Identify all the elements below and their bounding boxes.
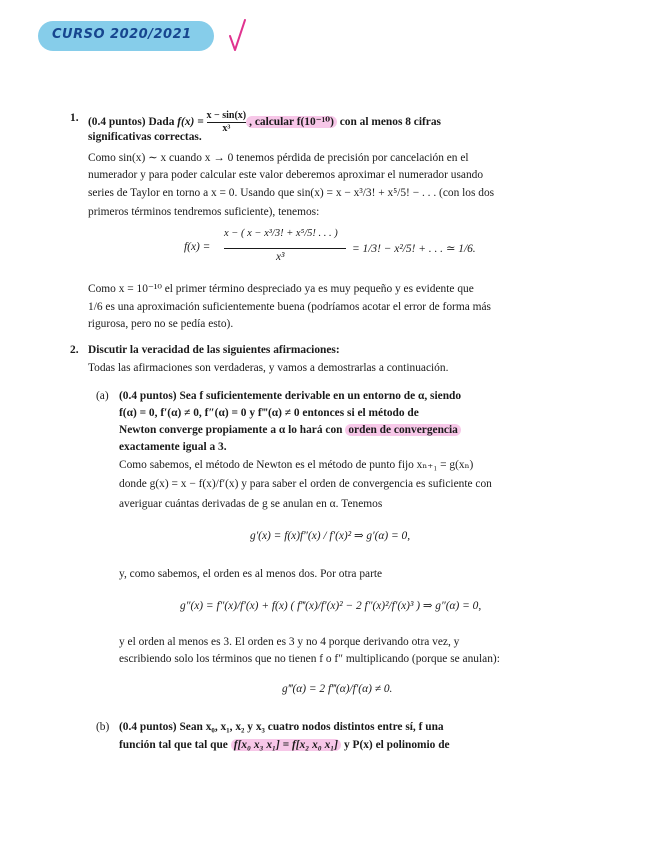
q1-body2-line2: 1/6 es una aproximación suficientemente buena (podríamos acotar el error de forma más bbox=[88, 301, 491, 313]
check-mark-icon bbox=[226, 16, 250, 56]
q2b-heading-line2c: y P(x) el polinomio de bbox=[343, 739, 450, 751]
q2a-body1-line1: Como sabemos, el método de Newton es el método de punto fijo xₙ₊₁ = g(xₙ) bbox=[119, 459, 474, 471]
q2a-body1-line3: averiguar cuántas derivadas de g se anulan en α. Tenemos bbox=[119, 498, 383, 510]
q1-eq-lhs: f(x) = bbox=[184, 241, 211, 253]
q2-heading: Discutir la veracidad de las siguientes afirmaciones: bbox=[88, 344, 340, 356]
q2b-heading-line1: (0.4 puntos) Sean x₀, x₁, x₂ y x₃ cuatro nodos distintos entre sí, f una bbox=[119, 721, 444, 733]
q1-body2-line3: rigurosa, pero no se pedía esto). bbox=[88, 318, 234, 330]
q2b-label: (b) bbox=[96, 721, 110, 733]
q2a-body3-line1: y el orden al menos es 3. El orden es 3 y no 4 porque derivando otra vez, y bbox=[119, 636, 460, 648]
q2a-equation1: g′(x) = f(x)f″(x) / f′(x)² ⇒ g′(α) = 0, bbox=[250, 530, 411, 542]
q2a-heading-line3a: Newton converge propiamente a α lo hará con bbox=[119, 424, 343, 436]
q1-heading-a: (0.4 puntos) Dada bbox=[88, 116, 175, 129]
q1-heading-highlight: , calcular f(10⁻¹⁰) bbox=[246, 116, 337, 128]
q1-body1-line3: series de Taylor en torno a x = 0. Usando que sin(x) = x − x³/3! + x⁵/5! − . . . (con los dos bbox=[88, 187, 495, 199]
q1-body1-line1: Como sin(x) ∼ x cuando x → 0 tenemos pérdida de precisión por cancelación en el bbox=[88, 152, 469, 164]
q2b-heading-highlight: f[x₀ x₃ x₁] = f[x₂ x₀ x₁] bbox=[231, 739, 341, 751]
q1-eq-rhs: = 1/3! − x²/5! + . . . ≃ 1/6. bbox=[352, 243, 476, 255]
q1-body1-line2: numerador y para poder calcular este valor deberemos aproximar el numerador usando bbox=[88, 169, 484, 181]
q1-heading-c: con al menos 8 cifras bbox=[336, 116, 441, 129]
q2-number: 2. bbox=[70, 344, 79, 356]
q2a-heading-line4: exactamente igual a 3. bbox=[119, 441, 227, 453]
q2a-body2: y, como sabemos, el orden es al menos dos. Por otra parte bbox=[119, 568, 383, 580]
q2a-equation3: g‴(α) = 2 f‴(α)/f′(α) ≠ 0. bbox=[282, 683, 393, 695]
q1-equation bbox=[184, 225, 484, 271]
q2a-heading-highlight: orden de convergencia bbox=[345, 424, 460, 436]
q2a-body1-line2: donde g(x) = x − f(x)/f′(x) y para saber el orden de convergencia es suficiente con bbox=[119, 478, 492, 490]
q2a-equation2: g″(x) = f″(x)/f′(x) + f(x) ( f‴(x)/f′(x)² − 2 f″(x)²/f′(x)³ ) ⇒ g″(α) = 0, bbox=[180, 600, 482, 612]
q1-heading-frac-num: x − sin(x) bbox=[206, 110, 247, 121]
q1-eq-num: x − ( x − x³/3! + x⁵/5! . . . ) bbox=[224, 228, 338, 239]
q2a-heading-line1: (0.4 puntos) Sea f suficientemente derivable en un entorno de α, siendo bbox=[119, 390, 462, 402]
q1-body1-line4: primeros términos tendremos suficiente), tenemos: bbox=[88, 206, 320, 218]
q2b-heading-line2 bbox=[119, 737, 450, 754]
q2a-heading-line3 bbox=[119, 422, 461, 439]
course-label: CURSO 2020/2021 bbox=[52, 27, 192, 42]
q2a-body3-line2: escribiendo solo los términos que no tienen f o f″ multiplicando (porque se anulan): bbox=[119, 653, 500, 665]
q2a-label: (a) bbox=[96, 390, 109, 402]
q2b-heading-line2a: función tal que tal que bbox=[119, 739, 228, 751]
q1-eq-den: x³ bbox=[276, 251, 285, 263]
q2-intro: Todas las afirmaciones son verdaderas, y vamos a demostrarlas a continuación. bbox=[88, 362, 449, 374]
q2a-heading-line2: f(α) = 0, f′(α) ≠ 0, f″(α) = 0 y f‴(α) ≠ 0 entonces si el método de bbox=[119, 407, 419, 419]
q1-heading-line2: significativas correctas. bbox=[88, 131, 202, 143]
q1-number: 1. bbox=[70, 112, 79, 124]
q1-heading-frac-den: x³ bbox=[207, 122, 247, 135]
q1-body2-line1: Como x = 10⁻¹⁰ el primer término despreciado ya es muy pequeño y es evidente que bbox=[88, 283, 474, 295]
q1-heading-f: f(x) = bbox=[177, 116, 204, 129]
q1-eq-bar bbox=[224, 248, 346, 249]
